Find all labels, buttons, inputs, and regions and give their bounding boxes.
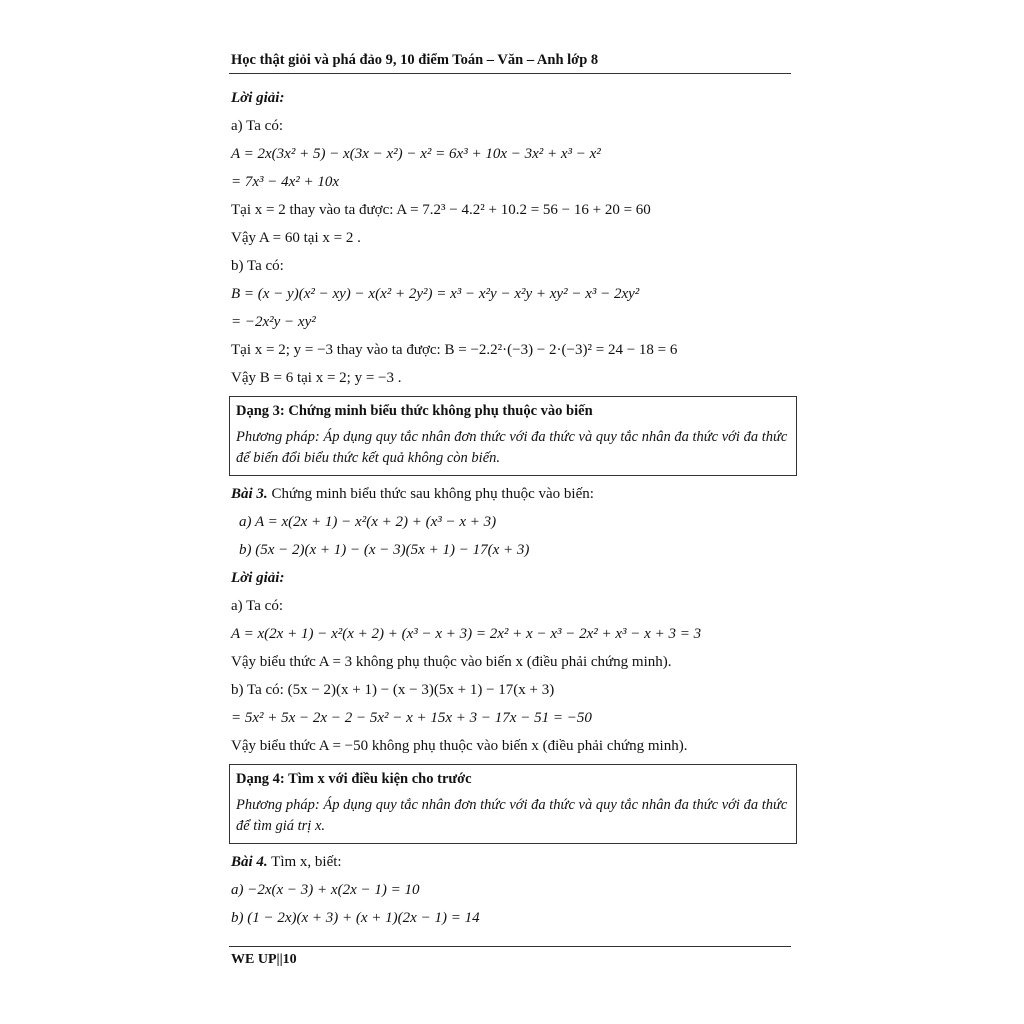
- page-footer: WE UP||10: [231, 952, 297, 967]
- solution-a-conclusion: Vậy biểu thức A = 3 không phụ thuộc vào biến x (điều phải chứng minh).: [231, 654, 672, 670]
- exercise-3: [231, 484, 797, 504]
- solution-b-conclusion: Vậy B = 6 tại x = 2; y = −3 .: [231, 370, 402, 386]
- solution-b-equation-2: = −2x²y − xy²: [231, 314, 316, 330]
- exercise-label: Bài 3.: [231, 486, 268, 502]
- solution-b-conclusion: Vậy biểu thức A = −50 không phụ thuộc vào biến x (điều phải chứng minh).: [231, 738, 688, 754]
- solution-b-intro: b) Ta có: (5x − 2)(x + 1) − (x − 3)(5x + 1) − 17(x + 3): [231, 682, 555, 698]
- exercise-text: Chứng minh biểu thức sau không phụ thuộc vào biến:: [267, 486, 594, 502]
- solution-a-substitution: Tại x = 2 thay vào ta được: A = 7.2³ − 4.2² + 10.2 = 56 − 16 + 20 = 60: [231, 202, 651, 218]
- solution-heading: Lời giải:: [231, 570, 285, 586]
- header-divider: [229, 73, 791, 74]
- page-content: [231, 88, 797, 936]
- footer-divider: [229, 946, 791, 947]
- method-box-dang-4: [229, 764, 797, 844]
- solution-heading: Lời giải:: [231, 90, 285, 106]
- solution-b-equation-1: B = (x − y)(x² − xy) − x(x² + 2y²) = x³ − x²y − x²y + xy² − x³ − 2xy²: [231, 286, 640, 302]
- exercise-label: Bài 4.: [231, 854, 268, 870]
- solution-a-equation-1: A = 2x(3x² + 5) − x(3x − x²) − x² = 6x³ + 10x − 3x² + x³ − x²: [231, 146, 601, 162]
- solution-b-equation: = 5x² + 5x − 2x − 2 − 5x² − x + 15x + 3 − 17x − 51 = −50: [231, 710, 592, 726]
- exercise-4: [231, 852, 797, 872]
- page-header: Học thật giỏi và phá đảo 9, 10 điểm Toán – Văn – Anh lớp 8: [231, 52, 599, 68]
- solution-a-intro: a) Ta có:: [231, 598, 283, 614]
- exercise-text: Tìm x, biết:: [267, 854, 342, 870]
- solution-a-conclusion: Vậy A = 60 tại x = 2 .: [231, 230, 361, 246]
- solution-a-equation: A = x(2x + 1) − x²(x + 2) + (x³ − x + 3) = 2x² + x − x³ − 2x² + x³ − x + 3 = 3: [231, 626, 702, 642]
- method-text: Phương pháp: Áp dụng quy tắc nhân đơn thức với đa thức và quy tắc nhân đa thức với đa thức để tìm giá trị x.: [236, 797, 788, 834]
- solution-b-intro: b) Ta có:: [231, 258, 284, 274]
- exercise-3-b: b) (5x − 2)(x + 1) − (x − 3)(5x + 1) − 17(x + 3): [239, 542, 530, 558]
- solution-a-equation-2: = 7x³ − 4x² + 10x: [231, 174, 340, 190]
- method-title: Dạng 3: Chứng minh biểu thức không phụ thuộc vào biến: [236, 403, 593, 419]
- solution-b-substitution: Tại x = 2; y = −3 thay vào ta được: B = −2.2²·(−3) − 2·(−3)² = 24 − 18 = 6: [231, 342, 678, 358]
- exercise-3-a: a) A = x(2x + 1) − x²(x + 2) + (x³ − x + 3): [239, 514, 497, 530]
- method-title: Dạng 4: Tìm x với điều kiện cho trước: [236, 771, 472, 787]
- method-box-dang-3: [229, 396, 797, 476]
- method-text: Phương pháp: Áp dụng quy tắc nhân đơn thức với đa thức và quy tắc nhân đa thức với đa thức để biến đổi biểu thức kết quả không còn biến.: [236, 429, 788, 466]
- exercise-4-a: a) −2x(x − 3) + x(2x − 1) = 10: [231, 882, 420, 898]
- exercise-4-b: b) (1 − 2x)(x + 3) + (x + 1)(2x − 1) = 14: [231, 910, 480, 926]
- solution-a-intro: a) Ta có:: [231, 118, 283, 134]
